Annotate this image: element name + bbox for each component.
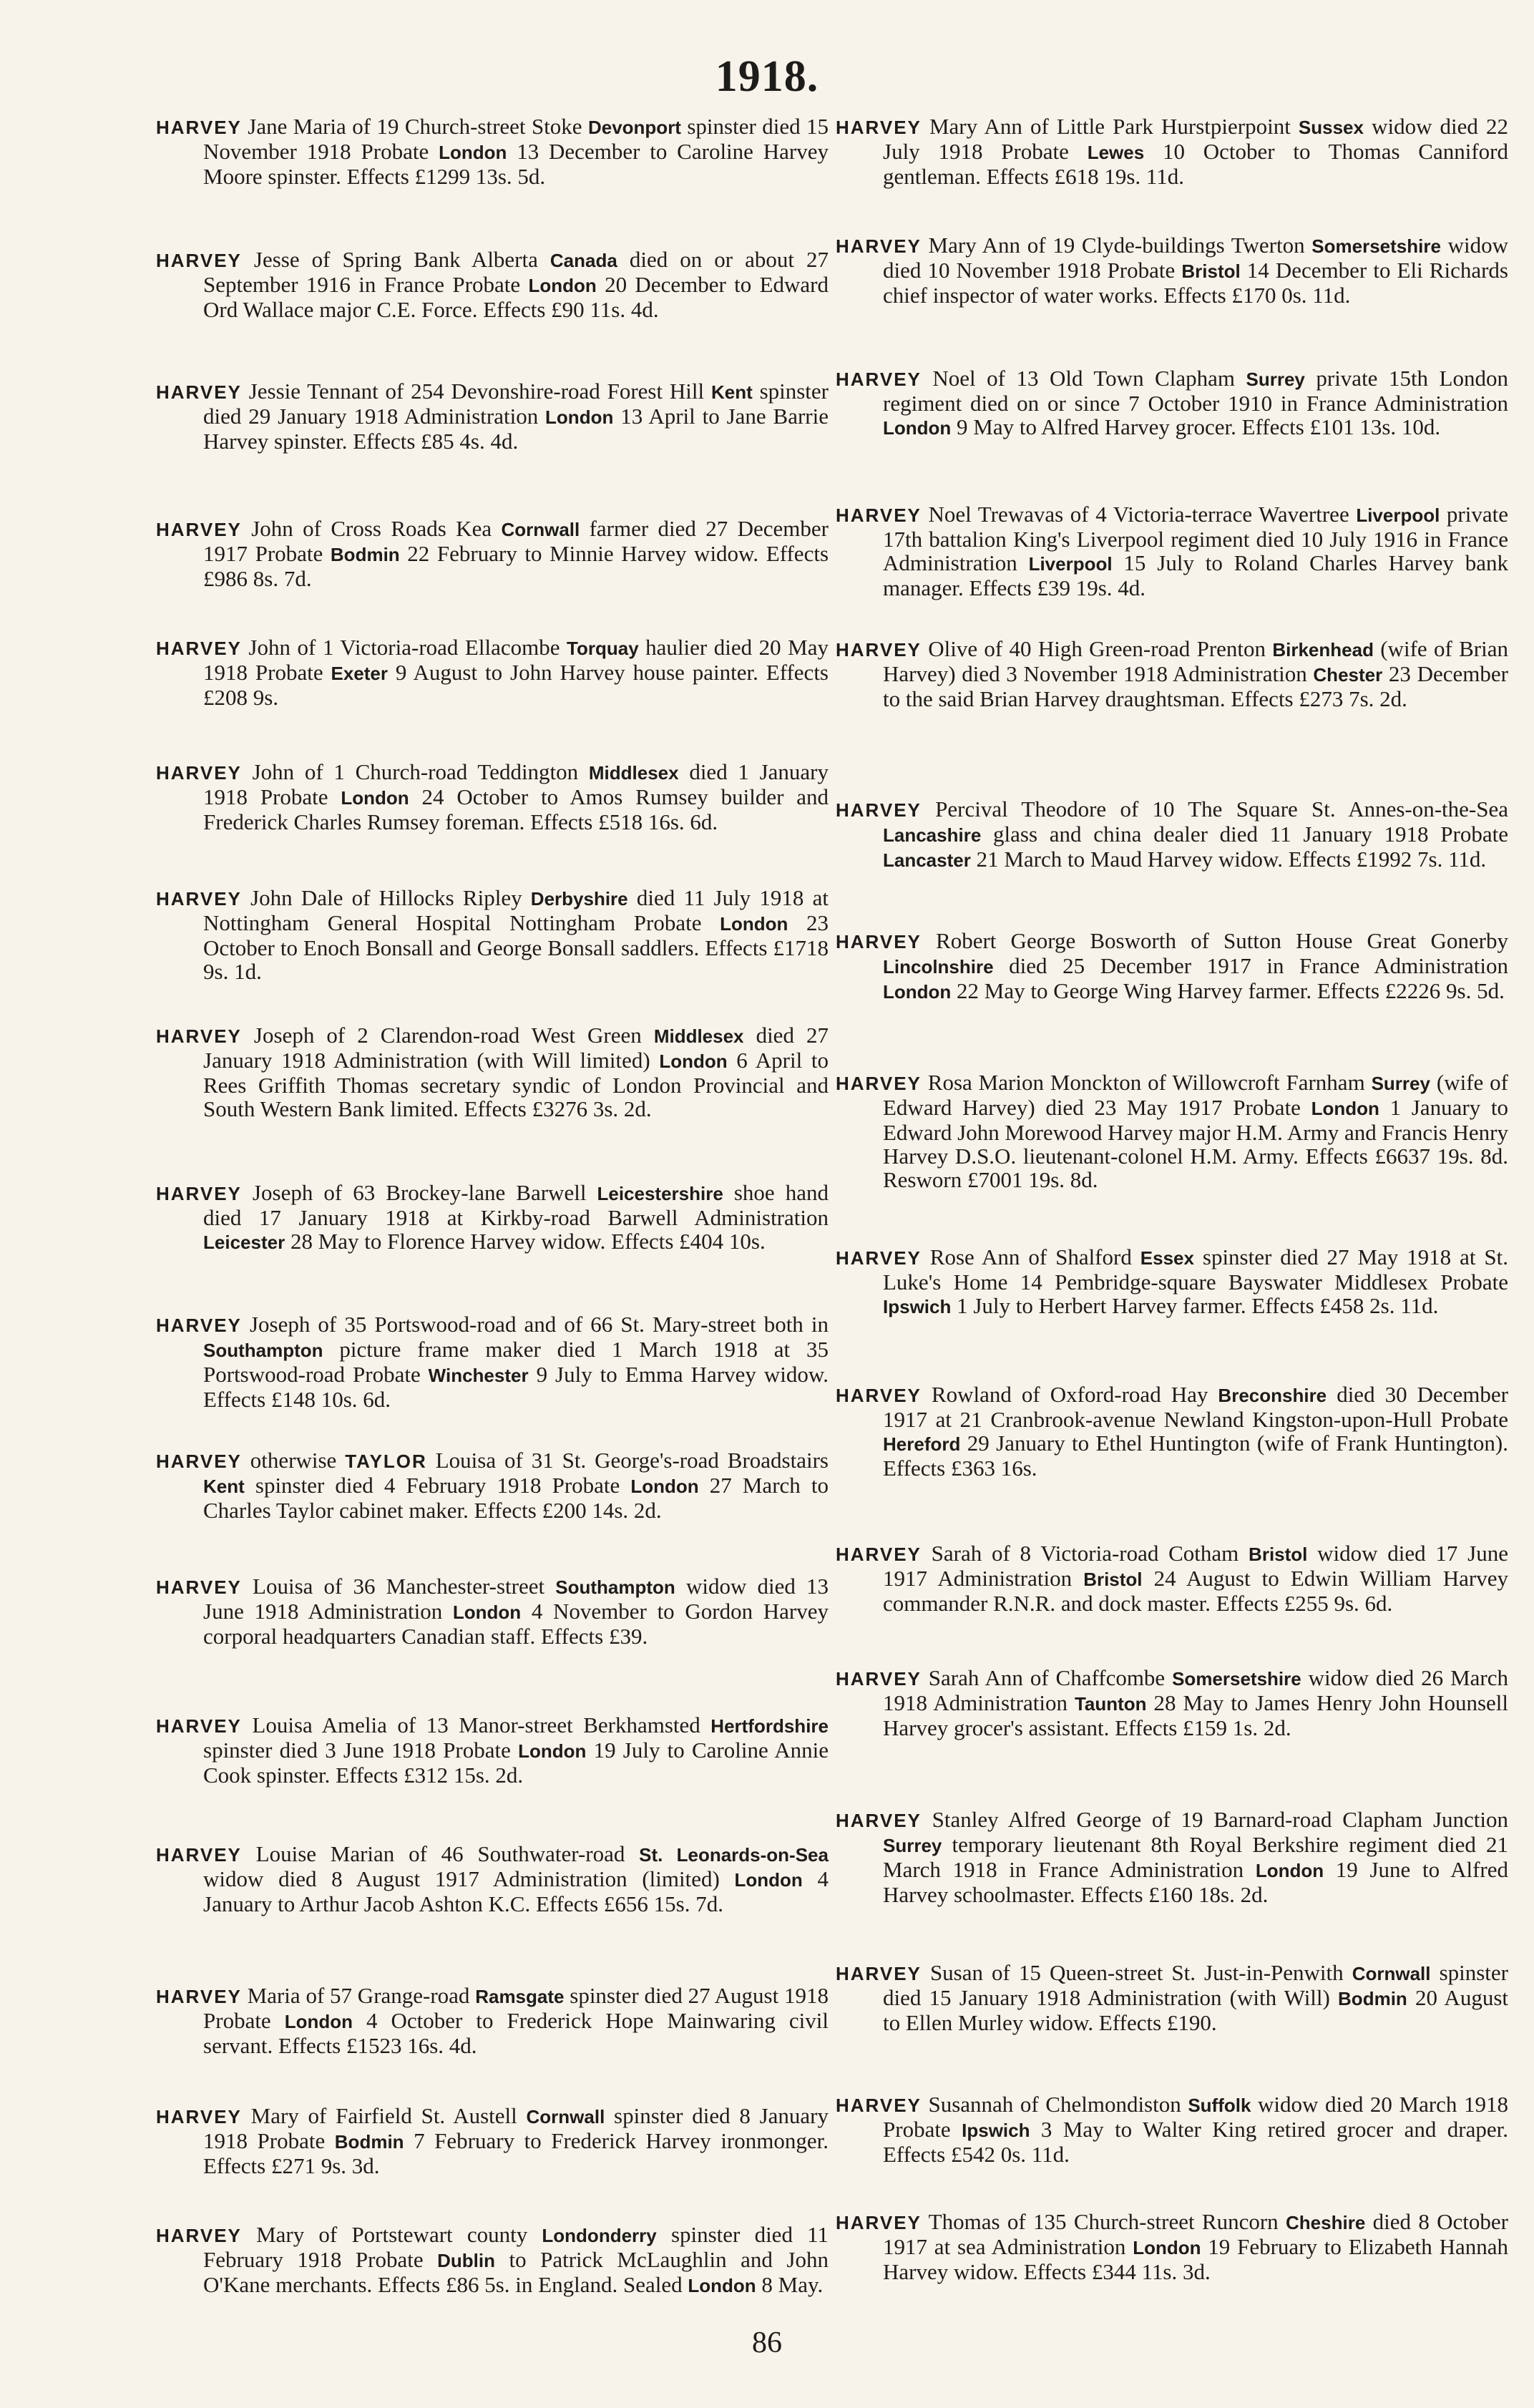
entry-text: 19 February to Elizabeth Hannah Harvey widow. Effects £344 11s. 3d. [883,2234,1508,2284]
entry-text: Jessie Tennant of 254 Devonshire-road Forest Hill [241,379,711,404]
entry-text: private 15th London regiment died on or since 7 October 1910 in France Administration [883,366,1508,416]
entry-text: died 27 January 1918 Administration (with Will limited) [203,1023,829,1073]
entry-text: Percival Theodore of 10 The Square St. Annes-on-the-Sea [921,796,1508,822]
surname: HARVEY [156,1986,242,2007]
record-entry [836,1245,1508,1319]
surname: HARVEY [156,2225,242,2246]
place-name: Middlesex [588,762,679,784]
surname: HARVEY [836,117,922,138]
surname: HARVEY [836,369,922,390]
record-entry [156,248,829,321]
entry-text: Joseph of 2 Clarendon-road West Green [241,1023,654,1048]
record-entry [156,1574,829,1648]
entry-text: picture frame maker died 1 March 1918 at 35 Portswood-road Probate [203,1337,829,1387]
surname: HARVEY [836,1544,922,1565]
surname: HARVEY [156,1183,242,1204]
entry-text: spinster died 27 May 1918 at St. Luke's Home 14 Pembridge-square Bayswater Middlesex Probate [883,1244,1509,1295]
record-entry [836,114,1508,188]
entry-text: widow died 20 March 1918 Probate [883,2092,1508,2142]
surname: HARVEY [836,931,922,952]
entry-text: Mary Ann of Little Park Hurstpierpoint [921,114,1299,139]
entry-text: 14 December to Eli Richards chief inspector of water works. Effects £170 0s. 11d. [883,258,1508,308]
entry-text: spinster died 15 January 1918 Administration (with Will) [883,1960,1509,2010]
entry-text: 28 May to Florence Harvey widow. Effects £404 10s. [285,1229,766,1254]
record-entry [156,379,829,453]
place-name: St. Leonards-on-Sea [639,1844,829,1866]
place-name: London [734,1869,803,1891]
entry-text: John of 1 Victoria-road Ellacombe [241,635,567,660]
record-entry [836,1808,1508,1906]
surname: HARVEY [836,1963,922,1984]
place-name: Kent [710,381,753,403]
record-entry [156,1842,829,1916]
entry-text: (wife of Edward Harvey) died 23 May 1917 Probate [883,1070,1508,1120]
place-name: London [341,787,409,809]
page-number: 86 [752,2326,782,2359]
place-name: London [528,275,597,296]
entry-text: 13 December to Caroline Harvey Moore spinster. Effects £1299 13s. 5d. [203,139,829,189]
entry-text: died 30 December 1917 at 21 Cranbrook-avenue Newland Kingston-upon-Hull Probate [883,1382,1508,1432]
place-name: Surrey [1246,369,1305,390]
place-name: Canada [549,250,617,271]
place-name: Winchester [428,1365,529,1386]
entry-text: John Dale of Hillocks Ripley [241,885,531,910]
place-name: Middlesex [653,1025,744,1047]
record-entry [156,1312,829,1411]
place-name: London [1133,2237,1201,2258]
place-name: Bristol [1249,1544,1308,1565]
place-name: Cornwall [501,519,580,540]
place-name: Lancashire [883,824,982,846]
place-name: Cheshire [1286,2212,1366,2233]
place-name: London [284,2011,353,2032]
entry-text: glass and china dealer died 11 January 1918 Probate [981,822,1508,847]
entry-text: 23 October to Enoch Bonsall and George Bonsall saddlers. Effects £1718 9s. 1d. [203,910,829,984]
entry-text: Mary of Fairfield St. Austell [241,2103,527,2128]
surname: HARVEY [156,519,242,540]
surname: HARVEY [156,1451,242,1472]
record-entry [836,502,1508,600]
surname: HARVEY [836,1668,922,1690]
record-entry [156,114,829,188]
place-name: Leicestershire [597,1183,723,1204]
place-name: Surrey [883,1835,942,1856]
entry-text: Rose Ann of Shalford [921,1244,1140,1269]
place-name: Bodmin [1338,1988,1407,2009]
entry-text: Rowland of Oxford-road Hay [921,1382,1218,1407]
place-name: Devonport [587,117,681,138]
place-name: London [545,406,614,428]
place-name: London [659,1051,728,1072]
surname: HARVEY [156,1025,242,1047]
place-name: Somersetshire [1172,1668,1301,1690]
place-name: Cornwall [1352,1963,1431,1984]
entry-text: 8 May. [756,2272,824,2297]
entry-text: 24 October to Amos Rumsey builder and Frederick Charles Rumsey foreman. Effects £518 16s. 6d. [203,784,829,834]
entry-text: Louise Marian of 46 Southwater-road [241,1841,640,1866]
place-name: London [883,417,952,439]
surname: HARVEY [156,762,242,784]
entry-text: died 11 July 1918 at Nottingham General Hospital Nottingham Probate [203,885,829,935]
entry-text: Louisa of 36 Manchester-street [241,1574,556,1599]
entry-text: John of Cross Roads Kea [241,516,502,541]
surname: HARVEY [156,117,242,138]
entry-text: 1 January to Edward John Morewood Harvey major H.M. Army and Francis Henry Harvey D.S.O. lieutenant-colonel H.M. Army. Effects £6637 19s. 8d. Resworn £7001 19s. 8d. [883,1095,1508,1192]
surname: HARVEY [836,2095,922,2116]
entry-text: Susannah of Chelmondiston [921,2092,1188,2117]
surname: HARVEY [156,1715,242,1737]
entry-text: 4 January to Arthur Jacob Ashton K.C. Effects £656 15s. 7d. [203,1866,829,1916]
entry-text: widow died 17 June 1917 Administration [883,1541,1508,1591]
entry-text: Jane Maria of 19 Church-street Stoke [241,114,588,139]
entry-text: widow died 8 August 1917 Administration (limited) [203,1866,735,1891]
surname: HARVEY [836,2212,922,2233]
entry-text: spinster died 29 January 1918 Administration [203,379,829,429]
surname: HARVEY [836,1385,922,1406]
surname: HARVEY [156,1844,242,1866]
record-entry [156,760,829,834]
place-name: Chester [1313,664,1383,686]
record-entry [836,233,1508,307]
surname: HARVEY [836,639,922,661]
entry-text: 19 June to Alfred Harvey schoolmaster. Effects £160 18s. 2d. [883,1857,1508,1907]
entry-text: Mary of Portstewart county [241,2222,542,2247]
surname: HARVEY [836,799,922,821]
surname: HARVEY [836,504,922,526]
entry-text: spinster died 15 November 1918 Probate [203,114,829,164]
record-entry [156,2223,829,2298]
surname: HARVEY [156,638,242,659]
page-year-header: 1918. [715,52,819,101]
entry-text: 9 July to Emma Harvey widow. Effects £148 10s. 6d. [203,1362,829,1412]
place-name: Sussex [1298,117,1364,138]
place-name: Breconshire [1218,1385,1327,1406]
entry-text: 20 August to Ellen Murley widow. Effects £190. [883,1985,1508,2035]
place-name: Bristol [1181,260,1241,282]
entry-text: spinster died 27 August 1918 Probate [203,1983,829,2033]
entry-text: 24 August to Edwin William Harvey commander R.N.R. and dock master. Effects £255 9s. 6d. [883,1566,1508,1616]
entry-text: Jesse of Spring Bank Alberta [241,247,550,272]
entry-text: died on or about 27 September 1916 in France Probate [203,247,829,297]
entry-text: Olive of 40 High Green-road Prenton [921,636,1273,661]
entry-text: Sarah of 8 Victoria-road Cotham [921,1541,1249,1566]
entry-text: died 25 December 1917 in France Administration [993,953,1508,978]
entry-text: 3 May to Walter King retired grocer and draper. Effects £542 0s. 11d. [883,2117,1508,2167]
entry-text: 10 October to Thomas Canniford gentleman. Effects £618 19s. 11d. [883,139,1508,189]
surname: HARVEY [156,888,242,910]
entry-text: 22 May to George Wing Harvey farmer. Effects £2226 9s. 5d. [951,978,1505,1003]
entry-text: 9 August to John Harvey house painter. Effects £208 9s. [203,660,829,710]
entry-text: temporary lieutenant 8th Royal Berkshire regiment died 21 March 1918 in France Administration [883,1832,1508,1882]
place-name: Lewes [1087,142,1145,163]
entry-text: otherwise [241,1448,346,1473]
entry-text: 19 July to Caroline Annie Cook spinster. Effects £312 15s. 2d. [203,1737,829,1788]
entry-text: Noel of 13 Old Town Clapham [921,366,1246,391]
place-name: Londonderry [542,2225,657,2246]
place-name: London [883,981,952,1003]
place-name: Bristol [1083,1569,1143,1590]
entry-text: haulier died 20 May 1918 Probate [203,635,829,685]
record-entry [836,1961,1508,2034]
entry-text: 4 November to Gordon Harvey corporal headquarters Canadian staff. Effects £39. [203,1599,829,1649]
record-entry [156,1448,829,1522]
entry-text: Thomas of 135 Church-street Runcorn [921,2209,1286,2234]
place-name: Ramsgate [475,1986,565,2007]
surname: TAYLOR [345,1451,427,1472]
entry-text: Louisa Amelia of 13 Manor-street Berkhamsted [241,1712,711,1737]
entry-text: Mary Ann of 19 Clyde-buildings Twerton [921,233,1312,258]
place-name: London [439,142,507,163]
place-name: Bodmin [330,544,400,565]
place-name: Lincolnshire [883,956,994,978]
entry-text: died 1 January 1918 Probate [203,759,829,809]
record-entry [836,1383,1508,1480]
place-name: Cornwall [526,2106,605,2127]
place-name: London [688,2275,756,2296]
place-name: Hereford [883,1433,961,1455]
entry-text: 13 April to Jane Barrie Harvey spinster. Effects £85 4s. 4d. [203,404,829,454]
entry-text: widow died 13 June 1918 Administration [203,1574,829,1624]
surname: HARVEY [156,381,242,403]
entry-text: spinster died 3 June 1918 Probate [203,1737,519,1763]
place-name: Torquay [567,638,639,659]
place-name: London [518,1740,587,1762]
place-name: Kent [203,1476,245,1497]
entry-text: spinster died 8 January 1918 Probate [203,2103,829,2153]
entry-text: Joseph of 35 Portswood-road and of 66 St. Mary-street both in [241,1312,829,1337]
entry-text: 21 March to Maud Harvey widow. Effects £1992 7s. 11d. [970,847,1487,872]
place-name: London [720,913,788,935]
entry-text: 28 May to James Henry John Hounsell Harvey grocer's assistant. Effects £159 1s. 2d. [883,1690,1508,1740]
place-name: Ipswich [883,1296,952,1317]
entry-text: 23 December to the said Brian Harvey draughtsman. Effects £273 7s. 2d. [883,661,1508,711]
place-name: Birkenhead [1272,639,1374,661]
record-entry [836,797,1508,872]
place-name: Leicester [203,1232,285,1253]
place-name: Bodmin [334,2131,404,2153]
record-entry [156,1023,829,1121]
entry-text: farmer died 27 December 1917 Probate [203,516,829,566]
entry-text: spinster died 11 February 1918 Probate [203,2222,829,2272]
record-entry [836,929,1508,1004]
surname: HARVEY [836,235,922,257]
entry-text: 4 October to Frederick Hope Mainwaring civil servant. Effects £1523 16s. 4d. [203,2008,829,2058]
record-entry [836,2092,1508,2166]
record-entry [156,2104,829,2178]
place-name: Hertfordshire [710,1715,829,1737]
record-entry [836,366,1508,440]
place-name: London [630,1476,699,1497]
place-name: Ipswich [962,2120,1030,2141]
entry-text: 15 July to Roland Charles Harvey bank manager. Effects £39 19s. 4d. [883,550,1508,600]
record-entry [156,886,829,983]
entry-text: 7 February to Frederick Harvey ironmonger. Effects £271 9s. 3d. [203,2128,829,2178]
surname: HARVEY [156,1315,242,1336]
record-entry [836,1666,1508,1740]
entry-text: widow died 26 March 1918 Administration [883,1665,1508,1715]
entry-text: Noel Trewavas of 4 Victoria-terrace Wavertree [921,502,1357,527]
place-name: Liverpool [1028,553,1113,575]
entry-text: to Patrick McLaughlin and John O'Kane merchants. Effects £86 5s. in England. Sealed [203,2247,829,2297]
entry-text: spinster died 4 February 1918 Probate [244,1473,631,1498]
surname: HARVEY [156,2106,242,2127]
entry-text: Stanley Alfred George of 19 Barnard-road Clapham Junction [921,1807,1508,1832]
place-name: Lancaster [883,849,971,871]
place-name: Derbyshire [530,888,628,910]
place-name: Suffolk [1188,2095,1251,2116]
entry-text: shoe hand died 17 January 1918 at Kirkby-road Barwell Administration [203,1180,829,1230]
record-entry [836,1071,1508,1191]
place-name: London [1311,1098,1379,1119]
entry-text: Rosa Marion Monckton of Willowcroft Farnham [921,1070,1372,1095]
record-entry [836,1541,1508,1615]
record-entry [836,637,1508,711]
record-entry [156,1984,829,2057]
entry-text: Robert George Bosworth of Sutton House Great Gonerby [921,928,1508,953]
record-entry [836,2210,1508,2283]
entry-text: 22 February to Minnie Harvey widow. Effects £986 8s. 7d. [203,541,829,591]
record-entry [156,517,829,590]
entry-text: (wife of Brian Harvey) died 3 November 1918 Administration [883,636,1508,686]
surname: HARVEY [156,250,242,271]
record-entry [156,1181,829,1254]
entry-text: 6 April to Rees Griffith Thomas secretary syndic of London Provincial and South Western Bank limited. Effects £3276 3s. 2d. [203,1048,829,1121]
record-entry [156,635,829,709]
place-name: Southampton [555,1576,675,1598]
entry-text: John of 1 Church-road Teddington [241,759,589,784]
surname: HARVEY [156,1576,242,1598]
entry-text: Louisa of 31 St. George's-road Broadstairs [426,1448,829,1473]
place-name: Exeter [331,663,388,684]
entry-text: 1 July to Herbert Harvey farmer. Effects £458 2s. 11d. [951,1293,1439,1318]
entry-text: Maria of 57 Grange-road [241,1983,476,2008]
entry-text: 29 January to Ethel Huntington (wife of Frank Huntington). Effects £363 16s. [883,1430,1508,1481]
entry-text: Joseph of 63 Brockey-lane Barwell [241,1180,597,1205]
entry-text: Susan of 15 Queen-street St. Just-in-Penwith [921,1960,1352,1985]
place-name: Taunton [1074,1693,1147,1715]
entry-text: died 8 October 1917 at sea Administration [883,2209,1509,2259]
entry-text: widow died 10 November 1918 Probate [883,233,1508,283]
surname: HARVEY [836,1810,922,1831]
record-entry [156,1713,829,1787]
entry-text: 27 March to Charles Taylor cabinet maker. Effects £200 14s. 2d. [203,1473,829,1523]
entry-text: private 17th battalion King's Liverpool regiment died 10 July 1916 in France Administration [883,502,1508,575]
place-name: Essex [1140,1247,1194,1269]
entry-text: 9 May to Alfred Harvey grocer. Effects £101 13s. 10d. [951,414,1441,439]
place-name: London [452,1602,522,1623]
place-name: Somersetshire [1311,235,1441,257]
place-name: Surrey [1371,1073,1430,1094]
place-name: London [1255,1860,1324,1881]
surname: HARVEY [836,1247,922,1269]
entry-text: widow died 22 July 1918 Probate [883,114,1508,164]
surname: HARVEY [836,1073,922,1094]
place-name: Liverpool [1356,504,1440,526]
entry-text: 20 December to Edward Ord Wallace major C.E. Force. Effects £90 11s. 4d. [203,272,829,322]
place-name: Dublin [437,2250,495,2271]
entry-text: Sarah Ann of Chaffcombe [921,1665,1173,1690]
place-name: Southampton [203,1340,323,1361]
